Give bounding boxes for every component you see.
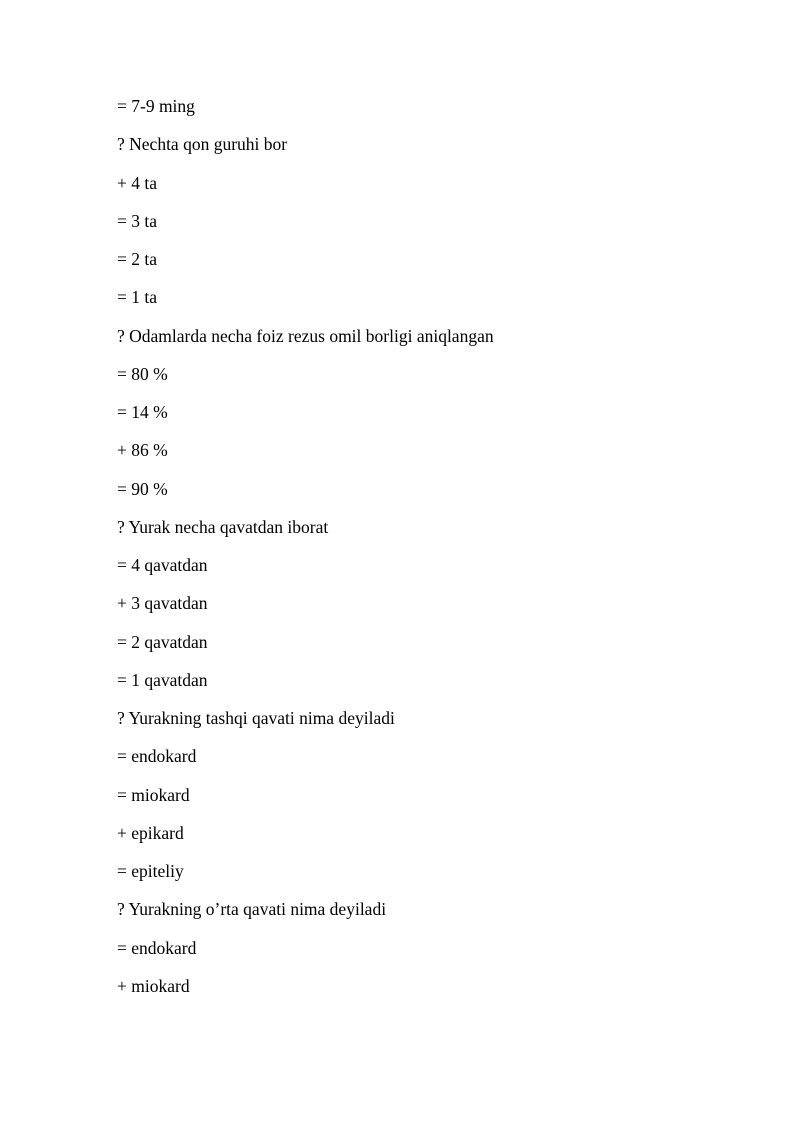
question-line: ? Nechta qon guruhi bor bbox=[117, 134, 288, 155]
correct-answer-line: + epikard bbox=[117, 822, 184, 843]
answer-line: = 80 % bbox=[117, 363, 168, 384]
question-line: ? Yurakning tashqi qavati nima deyiladi bbox=[117, 708, 395, 728]
answer-line: = miokard bbox=[117, 784, 190, 805]
answer-line: = 90 % bbox=[117, 478, 168, 499]
answer-line: = epiteliy bbox=[117, 861, 184, 881]
answer-line: = 2 ta bbox=[117, 249, 157, 269]
answer-line: = endokard bbox=[117, 746, 197, 767]
answer-line: = 7-9 ming bbox=[117, 96, 195, 116]
correct-answer-line: + miokard bbox=[117, 975, 190, 996]
correct-answer-line: + 4 ta bbox=[117, 172, 157, 193]
answer-line: = 1 ta bbox=[117, 287, 157, 308]
answer-line: = 1 qavatdan bbox=[117, 669, 208, 690]
question-line: ? Yurakning o’rta qavati nima deyiladi bbox=[117, 899, 387, 920]
answer-line: = 3 ta bbox=[117, 210, 157, 231]
question-line: ? Odamlarda necha foiz rezus omil borligi aniqlangan bbox=[117, 325, 494, 346]
answer-line: = endokard bbox=[117, 937, 197, 958]
question-line: ? Yurak necha qavatdan iborat bbox=[117, 516, 329, 537]
answer-line: = 2 qavatdan bbox=[117, 631, 208, 652]
correct-answer-line: + 3 qavatdan bbox=[117, 593, 208, 614]
text-lines bbox=[117, 95, 494, 1013]
answer-line: = 4 qavatdan bbox=[117, 555, 208, 575]
answer-line: = 14 % bbox=[117, 402, 168, 422]
correct-answer-line: + 86 % bbox=[117, 440, 168, 461]
